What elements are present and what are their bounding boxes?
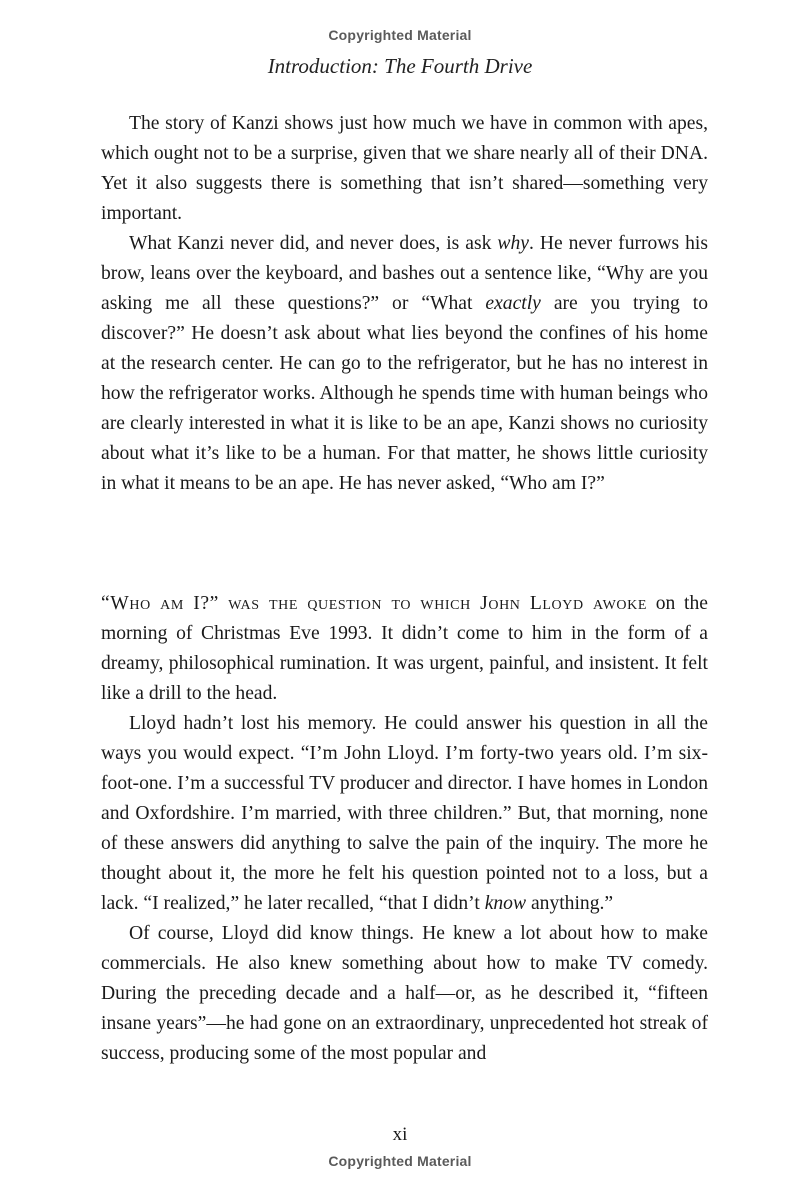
paragraph-text: What Kanzi never did, and never does, is ask — [129, 233, 498, 254]
paragraph-text: . He never furrows his brow, leans over the keyboard, and bashes out a sentence like, “Why are you asking me all these questions?” or “What — [101, 233, 708, 314]
emphasis: know — [484, 893, 527, 914]
section-2 — [101, 589, 708, 1069]
paragraph-text: on the morning of Christmas Eve 1993. It didn’t come to him in the form of a dreamy, philosophical rumination. It was urgent, painful, and insistent. It felt like a drill to the head. — [101, 593, 708, 704]
emphasis: why — [497, 233, 529, 254]
paragraph-text: are you trying to discover?” He doesn’t ask about what lies beyond the confines of his home at the research center. He can go to the refrigerator, but he has no interest in how the refrigerator works. Although he spends time with human beings who are clearly interested in what it is like to be an ape, Kanzi shows no curiosity about what it’s like to be a human. For that matter, he shows little curiosity in what it means to be an ape. He has never asked, “Who am I?” — [101, 293, 708, 494]
paragraph — [101, 229, 708, 499]
small-caps-lead-in: “Who am I?” was the question to which John Lloyd awoke — [101, 593, 647, 614]
paragraph-text: anything.” — [526, 893, 614, 914]
paragraph: Of course, Lloyd did know things. He knew a lot about how to make commercials. He also knew something about how to make TV comedy. During the preceding decade and a half—or, as he described it, “fifteen insane years”—he had gone on an extraordinary, unprecedented hot streak of success, producing some of the most popular and — [101, 923, 708, 1064]
copyright-notice-bottom: Copyrighted Material — [328, 1153, 472, 1169]
page-number: xi — [392, 1124, 408, 1145]
paragraph: The story of Kanzi shows just how much we have in common with apes, which ought not to be a surprise, given that we share nearly all of their DNA. Yet it also suggests there is something that isn’t shared—something very important. — [101, 113, 708, 224]
paragraph-text: Lloyd hadn’t lost his memory. He could answer his question in all the ways you would expect. “I’m John Lloyd. I’m forty-two years old. I’m six-foot-one. I’m a successful TV producer and director. I have homes in London and Oxfordshire. I’m married, with three children.” But, that morning, none of these answers did anything to salve the pain of the inquiry. The more he thought about it, the more he felt his question pointed not to a loss, but a lack. “I realized,” he later recalled, “that I didn’t — [101, 713, 708, 914]
running-head: Introduction: The Fourth Drive — [267, 54, 533, 78]
section-1 — [101, 109, 708, 499]
emphasis: exactly — [485, 293, 541, 314]
copyright-notice-top: Copyrighted Material — [328, 27, 472, 43]
paragraph — [101, 709, 708, 919]
paragraph — [101, 589, 708, 709]
